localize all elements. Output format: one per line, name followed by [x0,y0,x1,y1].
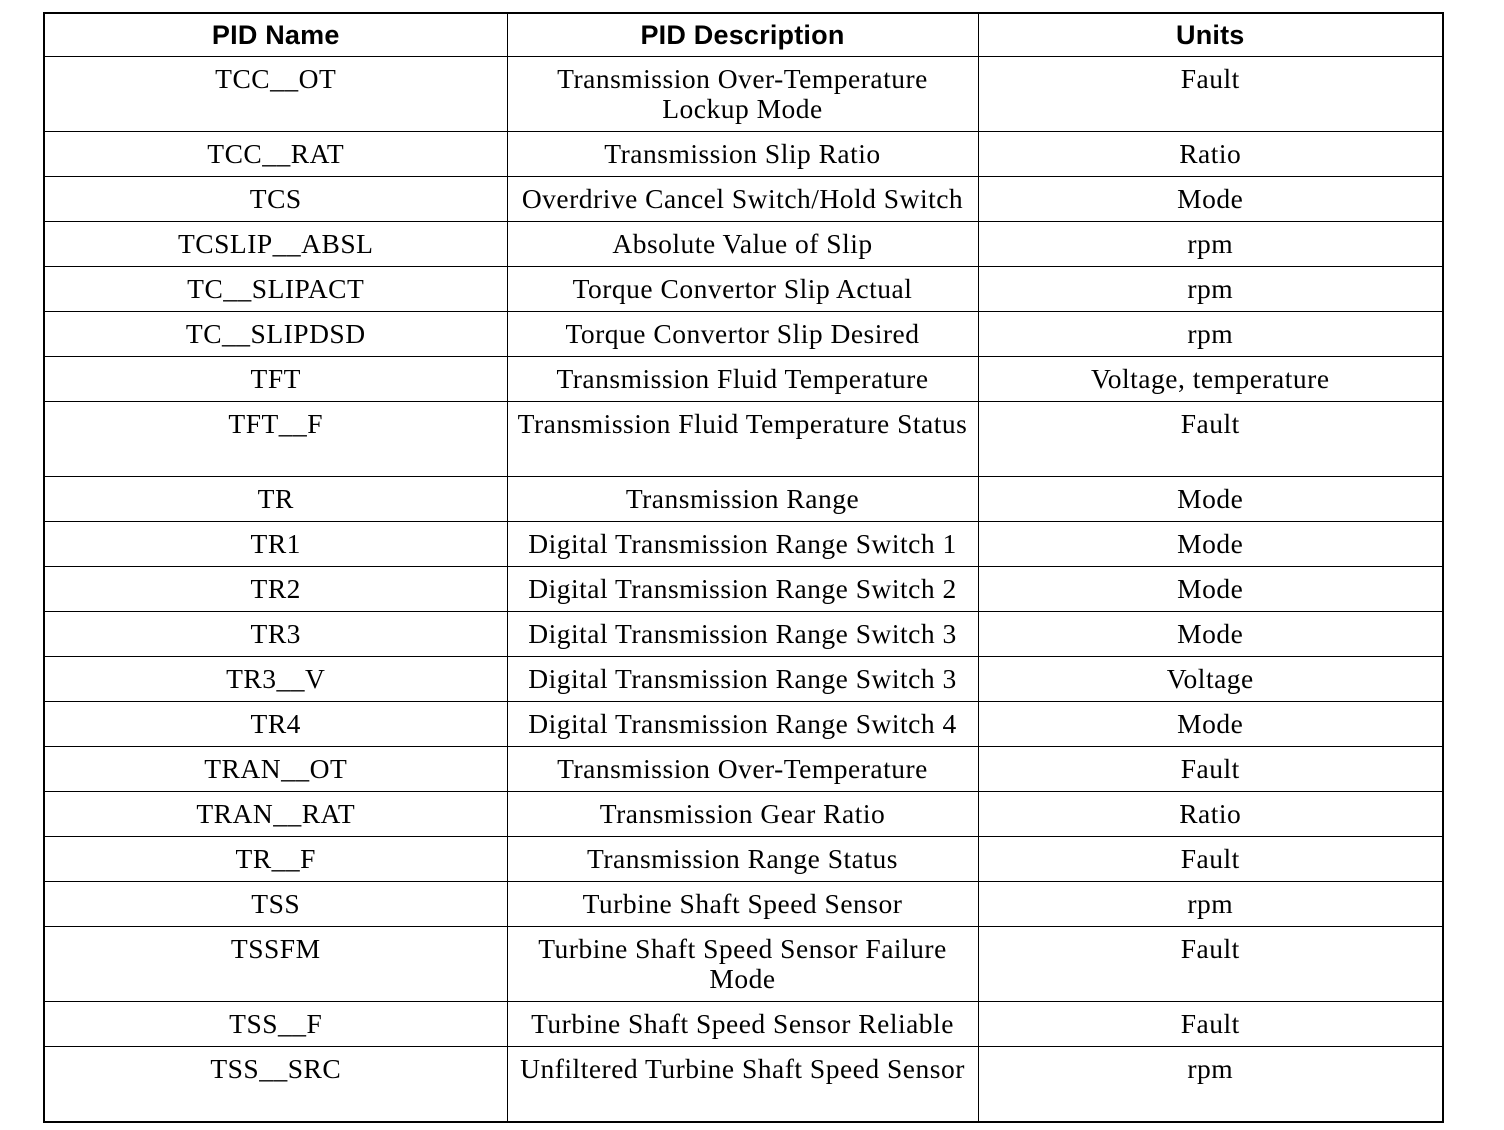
units-cell: rpm [978,267,1443,312]
units-cell: rpm [978,222,1443,267]
units-cell: Voltage, temperature [978,357,1443,402]
pid-description-cell: Transmission Over-Temperature Lockup Mode [507,57,978,132]
pid-description-cell: Transmission Fluid Temperature [507,357,978,402]
pid-name-cell: TRAN__RAT [44,792,507,837]
pid-description-cell: Torque Convertor Slip Actual [507,267,978,312]
table-row [44,702,1443,747]
table-row [44,837,1443,882]
pid-description-cell: Digital Transmission Range Switch 3 [507,612,978,657]
table-row [44,1047,1443,1123]
pid-description-cell: Transmission Gear Ratio [507,792,978,837]
units-cell: Mode [978,177,1443,222]
pid-name-cell: TR2 [44,567,507,612]
table-row [44,267,1443,312]
table-row [44,882,1443,927]
table-row [44,402,1443,477]
table-row [44,177,1443,222]
header-row [44,13,1443,57]
table-row [44,477,1443,522]
units-cell: Fault [978,57,1443,132]
units-cell: Fault [978,402,1443,477]
table-row [44,132,1443,177]
pid-description-cell: Digital Transmission Range Switch 2 [507,567,978,612]
table-row [44,57,1443,132]
pid-name-cell: TCS [44,177,507,222]
units-cell: Fault [978,837,1443,882]
units-cell: Voltage [978,657,1443,702]
pid-description-cell: Turbine Shaft Speed Sensor [507,882,978,927]
table-row [44,357,1443,402]
units-cell: Mode [978,702,1443,747]
table-row [44,222,1443,267]
pid-description-cell: Torque Convertor Slip Desired [507,312,978,357]
table-row [44,1002,1443,1047]
table-row [44,657,1443,702]
table-row [44,522,1443,567]
table-row [44,927,1443,1002]
pid-name-cell: TR3 [44,612,507,657]
pid-description-cell: Transmission Range [507,477,978,522]
pid-description-cell: Transmission Over-Temperature [507,747,978,792]
pid-name-cell: TR__F [44,837,507,882]
pid-name-cell: TCC__RAT [44,132,507,177]
table-row [44,747,1443,792]
pid-name-cell: TCSLIP__ABSL [44,222,507,267]
table-row [44,312,1443,357]
units-cell: Mode [978,612,1443,657]
pid-name-cell: TFT__F [44,402,507,477]
pid-description-cell: Digital Transmission Range Switch 1 [507,522,978,567]
units-cell: Mode [978,567,1443,612]
pid-name-cell: TSS__F [44,1002,507,1047]
units-cell: Fault [978,1002,1443,1047]
pid-description-cell: Transmission Range Status [507,837,978,882]
pid-name-cell: TC__SLIPDSD [44,312,507,357]
header-units: Units [978,13,1443,57]
pid-name-cell: TR3__V [44,657,507,702]
units-cell: Mode [978,522,1443,567]
pid-name-cell: TSSFM [44,927,507,1002]
pid-description-cell: Digital Transmission Range Switch 3 [507,657,978,702]
pid-name-cell: TRAN__OT [44,747,507,792]
header-pid-name: PID Name [44,13,507,57]
pid-description-cell: Overdrive Cancel Switch/Hold Switch [507,177,978,222]
pid-name-cell: TSS [44,882,507,927]
pid-name-cell: TSS__SRC [44,1047,507,1123]
pid-description-cell: Digital Transmission Range Switch 4 [507,702,978,747]
table-row [44,567,1443,612]
units-cell: Fault [978,927,1443,1002]
units-cell: rpm [978,882,1443,927]
pid-description-cell: Turbine Shaft Speed Sensor Reliable [507,1002,978,1047]
pid-name-cell: TR4 [44,702,507,747]
header-pid-description: PID Description [507,13,978,57]
table-row [44,612,1443,657]
pid-name-cell: TR1 [44,522,507,567]
pid-name-cell: TR [44,477,507,522]
pid-description-cell: Transmission Fluid Temperature Status [507,402,978,477]
units-cell: rpm [978,312,1443,357]
pid-table [43,12,1444,1123]
units-cell: rpm [978,1047,1443,1123]
pid-description-cell: Turbine Shaft Speed Sensor Failure Mode [507,927,978,1002]
table-row [44,792,1443,837]
pid-name-cell: TCC__OT [44,57,507,132]
pid-name-cell: TFT [44,357,507,402]
pid-description-cell: Absolute Value of Slip [507,222,978,267]
pid-description-cell: Transmission Slip Ratio [507,132,978,177]
units-cell: Ratio [978,792,1443,837]
units-cell: Fault [978,747,1443,792]
pid-name-cell: TC__SLIPACT [44,267,507,312]
pid-description-cell: Unfiltered Turbine Shaft Speed Sensor [507,1047,978,1123]
units-cell: Ratio [978,132,1443,177]
units-cell: Mode [978,477,1443,522]
